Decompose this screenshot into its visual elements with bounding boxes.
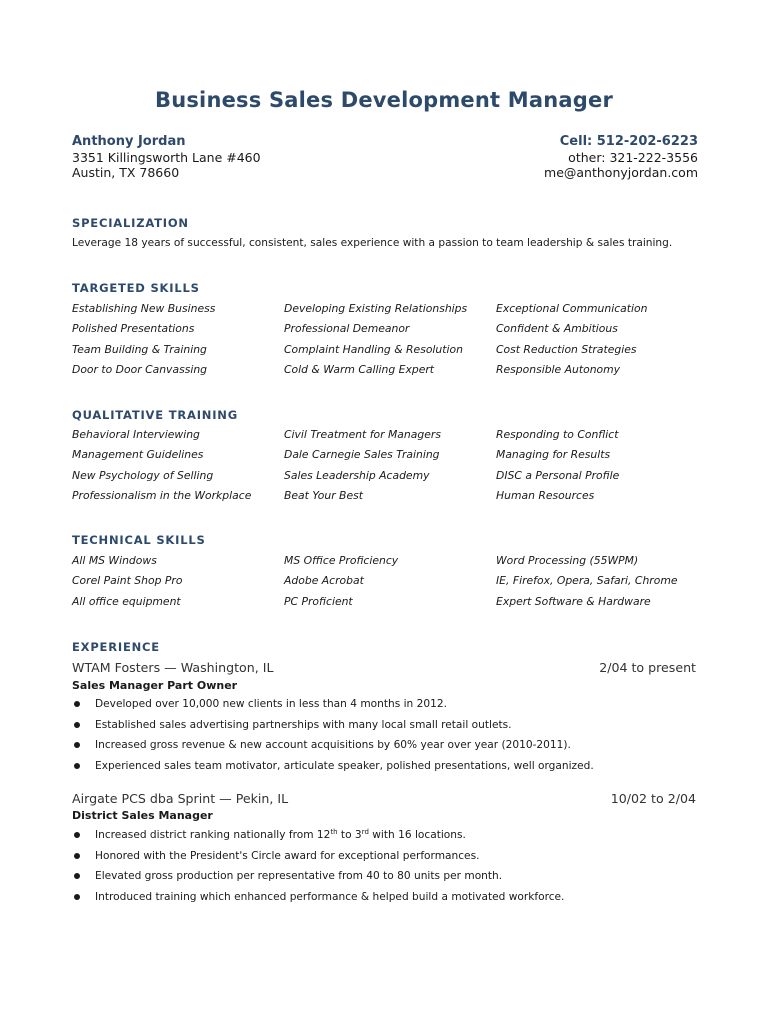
bullet-icon	[74, 832, 80, 838]
technical-skill: All office equipment	[72, 594, 181, 608]
bullet-item: Introduced training which enhanced performance & helped build a motivated workforce.	[72, 891, 712, 912]
targeted-skill: Responsible Autonomy	[496, 363, 621, 377]
bullet-item: Increased district ranking nationally from 12th to 3rd with 16 locations.	[72, 829, 712, 850]
technical-skill: Word Processing (55WPM)	[496, 554, 639, 567]
experience-heading: EXPERIENCE	[72, 640, 160, 654]
bullet-item: Experienced sales team motivator, articulate speaker, polished presentations, well organized.	[72, 760, 712, 781]
targeted-skill: Polished Presentations	[72, 322, 195, 336]
training-item: Managing for Results	[496, 448, 611, 462]
training-item: Responding to Conflict	[496, 428, 619, 441]
resume-title: Business Sales Development Manager	[154, 88, 613, 112]
bullet-item: Elevated gross production per representative from 40 to 80 units per month.	[72, 870, 712, 891]
job-1-bullets	[72, 698, 712, 780]
technical-skills-heading: TECHNICAL SKILLS	[72, 533, 206, 547]
training-item: Management Guidelines	[72, 448, 204, 462]
bullet-icon	[74, 894, 80, 900]
job-2-dates: 10/02 to 2/04	[610, 791, 696, 806]
training-item: Sales Leadership Academy	[284, 468, 430, 482]
job-2-role: District Sales Manager	[72, 809, 213, 822]
targeted-skills-heading: TARGETED SKILLS	[72, 281, 200, 295]
targeted-skill: Professional Demeanor	[284, 322, 410, 336]
cell-phone: Cell: 512-202-6223	[559, 134, 698, 149]
job-1-role: Sales Manager Part Owner	[72, 679, 238, 692]
address-line-1: 3351 Killingsworth Lane #460	[72, 149, 261, 165]
job-2-header	[72, 791, 696, 806]
bullet-icon	[74, 763, 80, 769]
bullet-item: Established sales advertising partnerships with many local small retail outlets.	[72, 719, 712, 740]
email: me@anthonyjordan.com	[544, 165, 698, 180]
bullet-icon	[74, 701, 80, 707]
technical-skill: MS Office Proficiency	[284, 554, 399, 567]
job-1-header	[72, 660, 696, 675]
job-1-employer: WTAM Fosters — Washington, IL	[72, 660, 274, 675]
training-item: Dale Carnegie Sales Training	[284, 448, 440, 462]
job-1-dates: 2/04 to present	[599, 660, 696, 675]
address-line-2: Austin, TX 78660	[72, 165, 180, 180]
contact-right	[544, 134, 698, 181]
bullet-item: Developed over 10,000 new clients in less than 4 months in 2012.	[72, 698, 712, 719]
training-item: DISC a Personal Profile	[496, 468, 620, 482]
targeted-skill: Door to Door Canvassing	[72, 363, 208, 377]
qualitative-training-grid	[72, 428, 712, 510]
targeted-skills-grid	[72, 302, 712, 384]
training-item: Behavioral Interviewing	[72, 428, 200, 441]
job-2-employer: Airgate PCS dba Sprint — Pekin, IL	[72, 791, 289, 806]
bullet-item: Increased gross revenue & new account acquisitions by 60% year over year (2010-2011).	[72, 739, 712, 760]
other-phone: other: 321-222-3556	[568, 149, 698, 165]
training-item: Civil Treatment for Managers	[284, 428, 441, 441]
technical-skill: IE, Firefox, Opera, Safari, Chrome	[496, 574, 678, 588]
targeted-skill: Developing Existing Relationships	[284, 302, 468, 315]
technical-skill: Adobe Acrobat	[284, 574, 364, 588]
technical-skills-grid	[72, 554, 712, 615]
training-item: Professionalism in the Workplace	[72, 489, 252, 503]
targeted-skill: Cost Reduction Strategies	[496, 342, 637, 356]
bullet-item: Honored with the President's Circle award for exceptional performances.	[72, 850, 712, 871]
bullet-icon	[74, 742, 80, 748]
job-2-bullets	[72, 829, 712, 911]
targeted-skill: Establishing New Business	[72, 302, 216, 315]
specialization-text: Leverage 18 years of successful, consistent, sales experience with a passion to team leadership & sales training.	[72, 237, 673, 249]
bullet-icon	[74, 873, 80, 879]
bullet-icon	[74, 722, 80, 728]
targeted-skill: Cold & Warm Calling Expert	[284, 363, 435, 377]
training-item: Human Resources	[496, 489, 595, 503]
training-item: New Psychology of Selling	[72, 468, 214, 482]
qualitative-training-heading: QUALITATIVE TRAINING	[72, 408, 238, 422]
targeted-skill: Complaint Handling & Resolution	[284, 342, 463, 356]
contact-left	[72, 134, 261, 181]
targeted-skill: Team Building & Training	[72, 342, 207, 356]
technical-skill: Corel Paint Shop Pro	[72, 574, 183, 588]
candidate-name: Anthony Jordan	[72, 134, 186, 149]
training-item: Beat Your Best	[284, 489, 363, 503]
technical-skill: Expert Software & Hardware	[496, 594, 651, 608]
bullet-icon	[74, 853, 80, 859]
targeted-skill: Confident & Ambitious	[496, 322, 618, 336]
targeted-skill: Exceptional Communication	[496, 302, 648, 315]
technical-skill: PC Proficient	[284, 594, 353, 608]
specialization-heading: SPECIALIZATION	[72, 216, 189, 230]
technical-skill: All MS Windows	[72, 554, 157, 567]
